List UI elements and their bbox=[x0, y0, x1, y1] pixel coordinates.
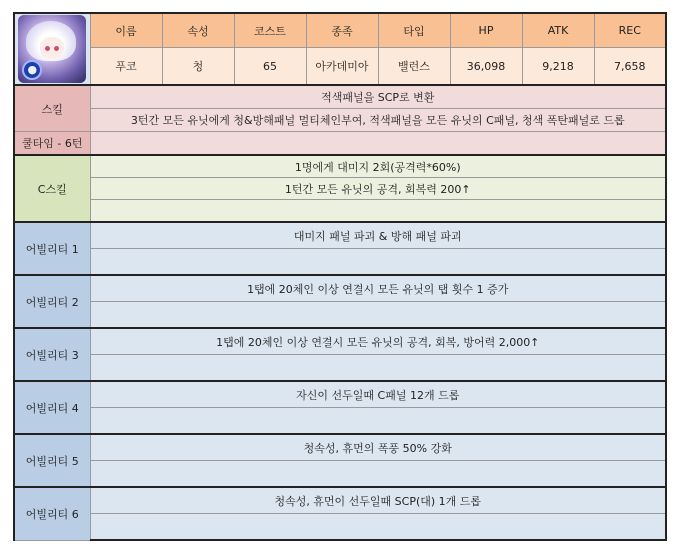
header-name: 이름 bbox=[90, 13, 162, 48]
ability-5-row-2 bbox=[14, 461, 666, 488]
ability-5-text: 청속성, 휴먼의 폭풍 50% 강화 bbox=[90, 434, 666, 461]
ability-1-text: 대미지 패널 파괴 & 방해 패널 파괴 bbox=[90, 222, 666, 249]
cskill-row-3 bbox=[14, 200, 666, 223]
header-cost: 코스트 bbox=[234, 13, 306, 48]
ability-4-label: 어빌리티 4 bbox=[14, 381, 90, 434]
value-rec: 7,658 bbox=[594, 48, 666, 85]
value-name: 푸코 bbox=[90, 48, 162, 85]
header-attribute: 속성 bbox=[162, 13, 234, 48]
skill-line-2: 3턴간 모든 유닛에게 청&방해패널 멀티체인부여, 적색패널을 모든 유닛의 C패널, 청색 폭탄패널로 드롭 bbox=[90, 109, 666, 132]
ability-6-label: 어빌리티 6 bbox=[14, 487, 90, 540]
ability-5-label: 어빌리티 5 bbox=[14, 434, 90, 487]
ability-6-blank bbox=[90, 514, 666, 541]
ability-2-row-2 bbox=[14, 302, 666, 329]
ability-1-blank bbox=[90, 249, 666, 276]
ability-3-label: 어빌리티 3 bbox=[14, 328, 90, 381]
ability-3-blank bbox=[90, 355, 666, 382]
unit-info-table bbox=[13, 12, 667, 541]
portrait-cell bbox=[14, 13, 90, 85]
ability-2-text: 1탭에 20체인 이상 연결시 모든 유닛의 탭 횟수 1 증가 bbox=[90, 275, 666, 302]
ability-6-text: 청속성, 휴먼이 선두일때 SCP(대) 1개 드롭 bbox=[90, 487, 666, 514]
cskill-line-3 bbox=[90, 200, 666, 223]
ability-1-row-2 bbox=[14, 249, 666, 276]
ability-1-label: 어빌리티 1 bbox=[14, 222, 90, 275]
ability-4-text: 자신이 선두일때 C패널 12개 드롭 bbox=[90, 381, 666, 408]
ability-2-label: 어빌리티 2 bbox=[14, 275, 90, 328]
header-rec: REC bbox=[594, 13, 666, 48]
ability-3-row-2 bbox=[14, 355, 666, 382]
value-hp: 36,098 bbox=[450, 48, 522, 85]
value-atk: 9,218 bbox=[522, 48, 594, 85]
skill-row-3 bbox=[14, 132, 666, 156]
ability-6-row-1 bbox=[14, 487, 666, 514]
header-atk: ATK bbox=[522, 13, 594, 48]
cskill-line-1: 1명에게 대미지 2회(공격력*60%) bbox=[90, 155, 666, 178]
ability-4-blank bbox=[90, 408, 666, 435]
value-cost: 65 bbox=[234, 48, 306, 85]
value-type: 밸런스 bbox=[378, 48, 450, 85]
ability-5-blank bbox=[90, 461, 666, 488]
ability-3-text: 1탭에 20체인 이상 연결시 모든 유닛의 공격, 회복, 방어력 2,000↑ bbox=[90, 328, 666, 355]
skill-line-1: 적색패널을 SCP로 변환 bbox=[90, 85, 666, 109]
character-portrait bbox=[18, 15, 86, 83]
cskill-row-1 bbox=[14, 155, 666, 178]
ability-2-blank bbox=[90, 302, 666, 329]
value-attribute: 청 bbox=[162, 48, 234, 85]
cskill-label: C스킬 bbox=[14, 155, 90, 222]
portrait-face bbox=[40, 37, 64, 59]
cskill-row-2 bbox=[14, 178, 666, 200]
cskill-line-2: 1턴간 모든 유닛의 공격, 회복력 200↑ bbox=[90, 178, 666, 200]
header-hp: HP bbox=[450, 13, 522, 48]
skill-label: 스킬 bbox=[14, 85, 90, 132]
skill-line-3 bbox=[90, 132, 666, 156]
value-race: 아카데미아 bbox=[306, 48, 378, 85]
water-attribute-icon: ● bbox=[22, 60, 42, 80]
skill-row-1 bbox=[14, 85, 666, 109]
ability-2-row-1 bbox=[14, 275, 666, 302]
ability-6-row-2 bbox=[14, 514, 666, 541]
header-race: 종족 bbox=[306, 13, 378, 48]
skill-row-2 bbox=[14, 109, 666, 132]
header-type: 타입 bbox=[378, 13, 450, 48]
ability-3-row-1 bbox=[14, 328, 666, 355]
skill-cooldown: 쿨타임 - 6턴 bbox=[14, 132, 90, 156]
ability-4-row-2 bbox=[14, 408, 666, 435]
ability-1-row-1 bbox=[14, 222, 666, 249]
stat-value-row bbox=[14, 48, 666, 85]
ability-5-row-1 bbox=[14, 434, 666, 461]
ability-4-row-1 bbox=[14, 381, 666, 408]
stat-header-row bbox=[14, 13, 666, 48]
